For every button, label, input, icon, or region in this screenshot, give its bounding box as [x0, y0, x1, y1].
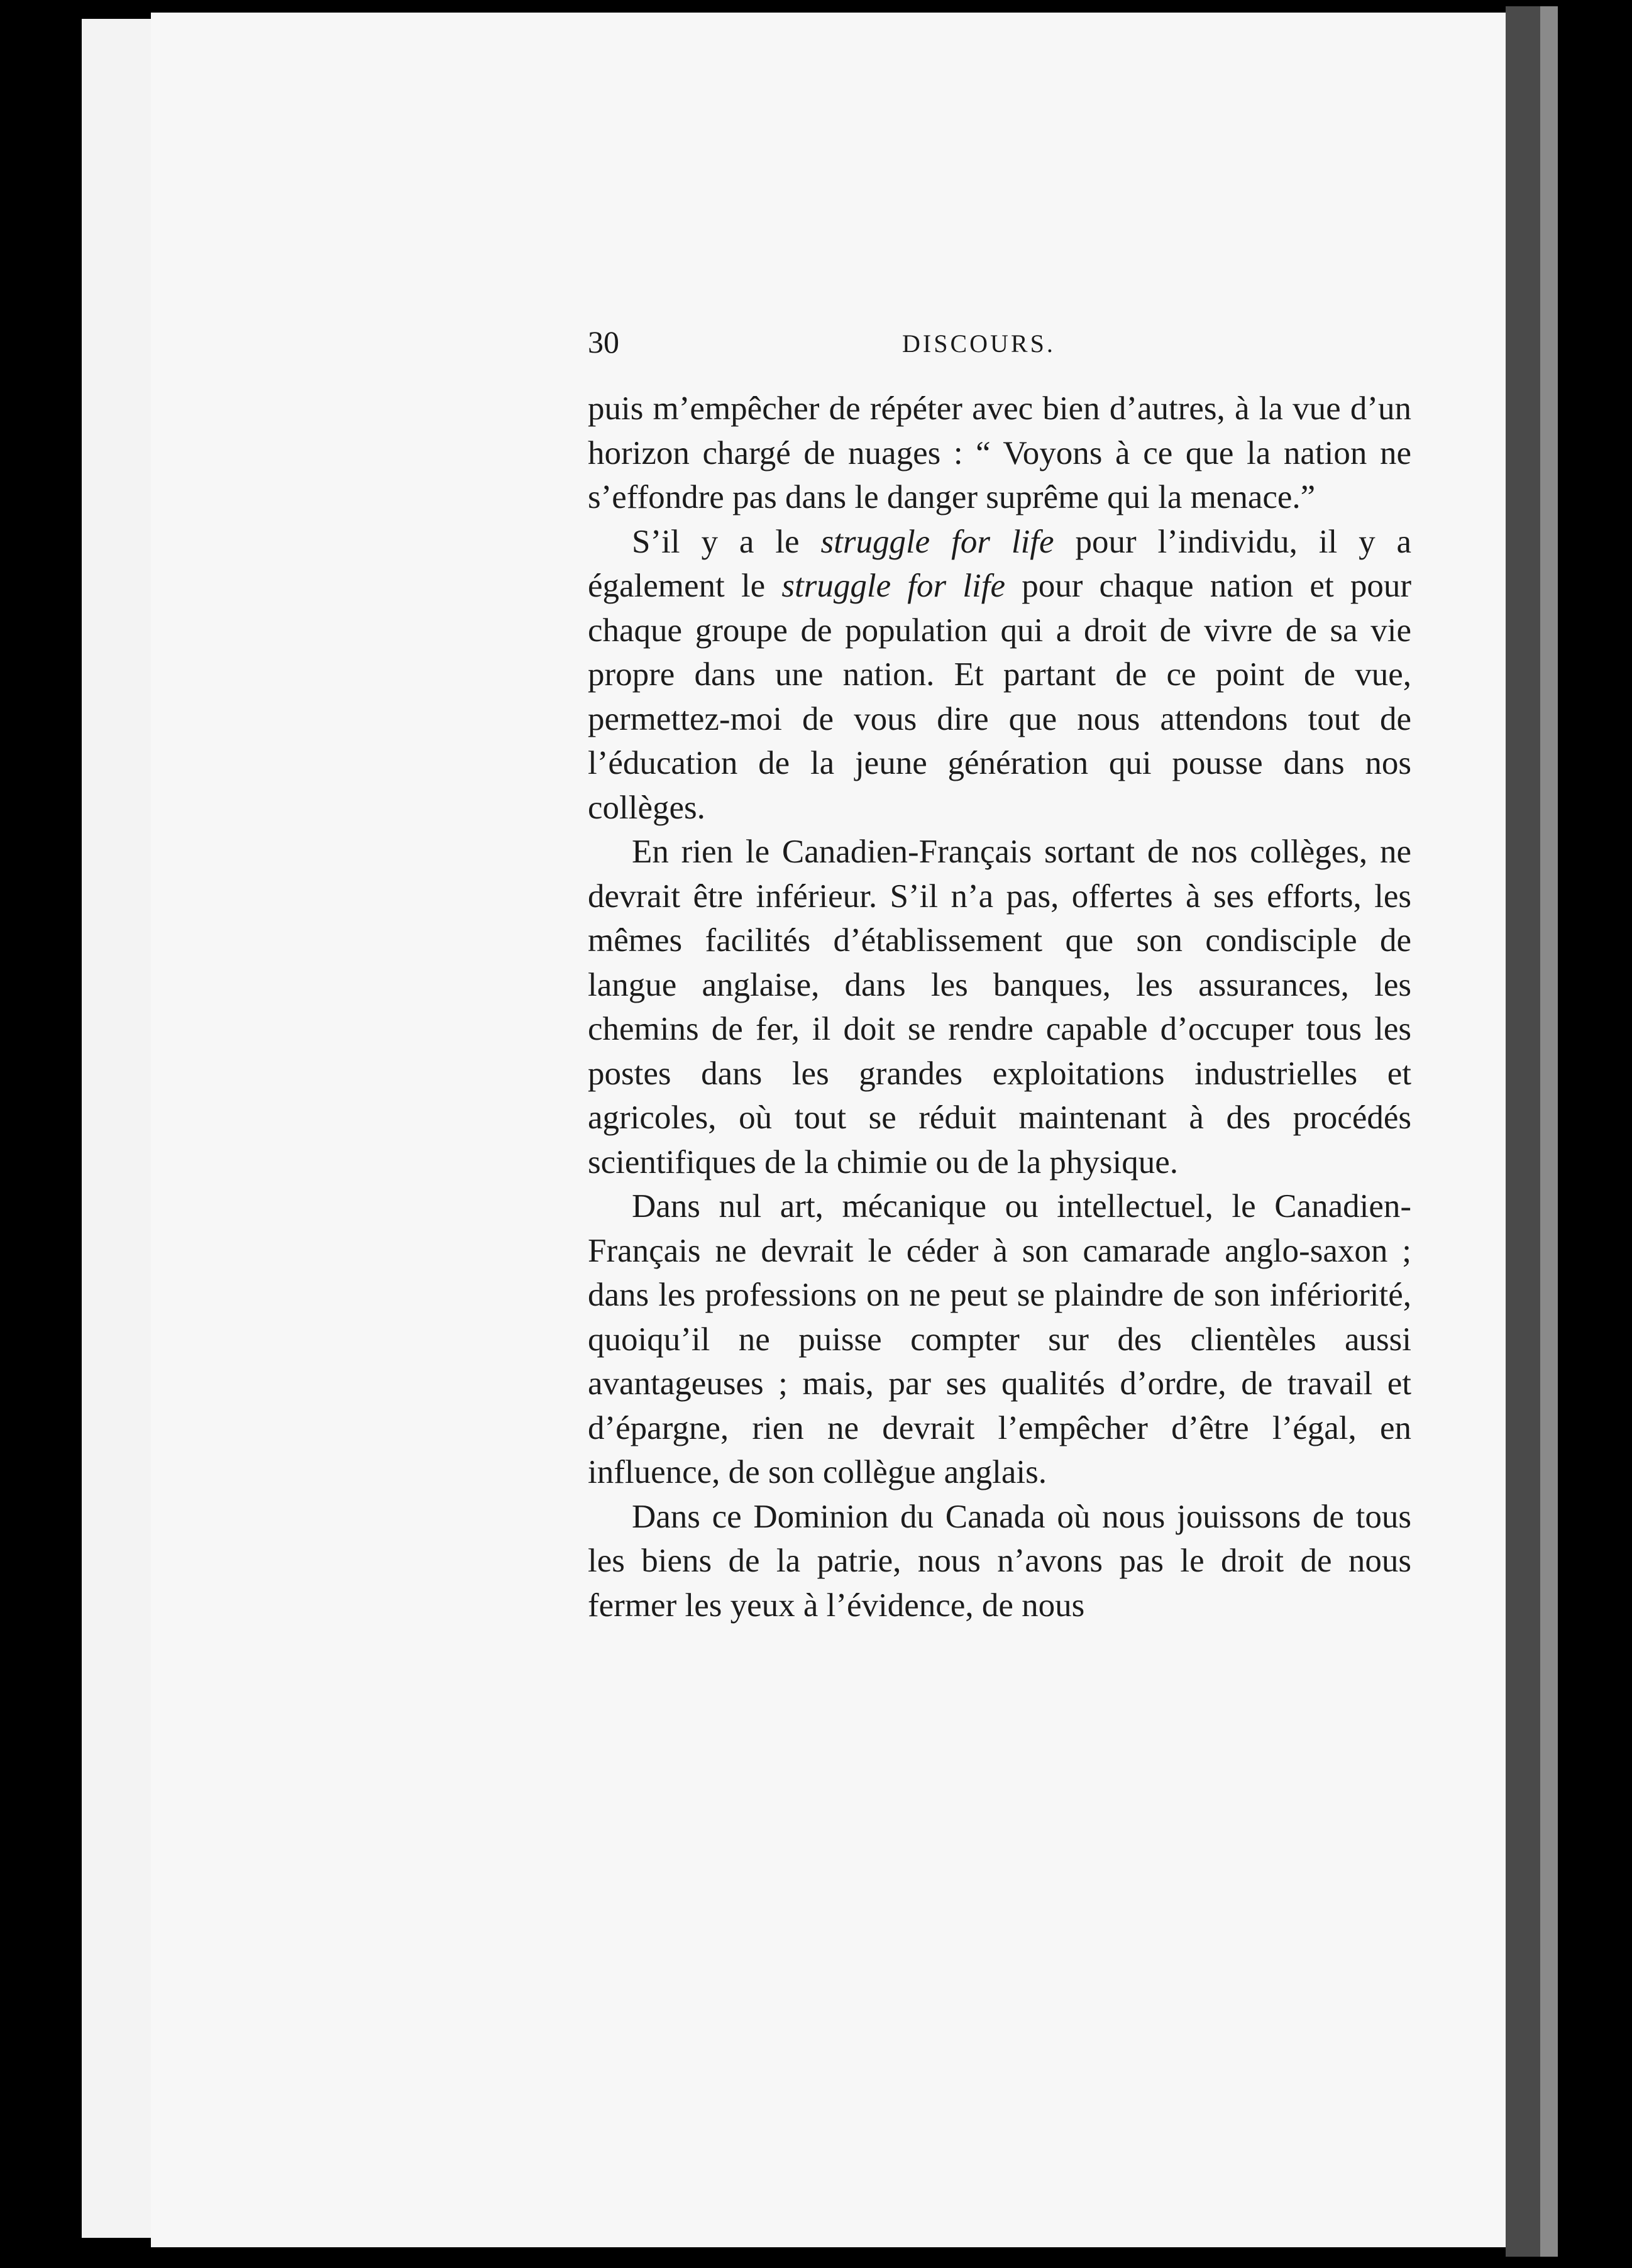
paragraph: En rien le Canadien-Français sortant de nos collèges, ne devrait être inférieur. S’il n’a pas, offertes à ses efforts, les mêmes facilités d’établissement que son condisciple de langue anglaise, dans les banques, les assurances, les chemins de fer, il doit se rendre capable d’occuper tous les postes dans les grandes exploitations industrielles et agricoles, où tout se réduit maintenant à des procédés scientifiques de la chimie ou de la physique. — [588, 834, 1411, 1181]
paragraph-text: pour l’individu, il y a également le — [588, 523, 1411, 604]
running-title: DISCOURS. — [902, 329, 1056, 358]
paragraph: Dans ce Dominion du Canada où nous jouissons de tous les biens de la patrie, nous n’avons pas le droit de nous fermer les yeux à l’évidence, de nous — [588, 1498, 1411, 1624]
paragraph: Dans nul art, mécanique ou intellectuel, le Canadien-Français ne devrait le céder à son camarade anglo-saxon ; dans les professions on ne peut se plaindre de son infériorité, quoiqu’il ne puisse compter sur des clientèles aussi avantageuses ; mais, par ses qualités d’ordre, de travail et d’épargne, rien ne devrait l’empêcher d’être l’égal, en influence, de son collègue anglais. — [588, 1188, 1411, 1490]
paragraph-text: pour chaque nation et pour chaque groupe de population qui a droit de vivre de sa vie propre dans une nation. Et partant de ce point de vue, permettez-moi de vous dire que nous attendons tout de l’éducation de la jeune génération qui pousse dans nos collèges. — [588, 568, 1411, 826]
body-text — [588, 387, 1411, 1627]
paragraph: puis m’empêcher de répéter avec bien d’autres, à la vue d’un horizon chargé de nuages : “ Voyons à ce que la nation ne s’effondre pas dans le danger suprême qui la menace.” — [588, 390, 1411, 515]
paragraph-text: S’il y a le — [632, 523, 821, 560]
book-spine-shadow — [1506, 6, 1540, 2257]
italic-phrase: struggle for life — [781, 568, 1006, 604]
paragraph — [588, 520, 1411, 830]
page-header — [588, 324, 1405, 368]
page-number: 30 — [588, 324, 619, 360]
italic-phrase: struggle for life — [820, 523, 1054, 560]
book-spine-edge — [1540, 6, 1558, 2257]
